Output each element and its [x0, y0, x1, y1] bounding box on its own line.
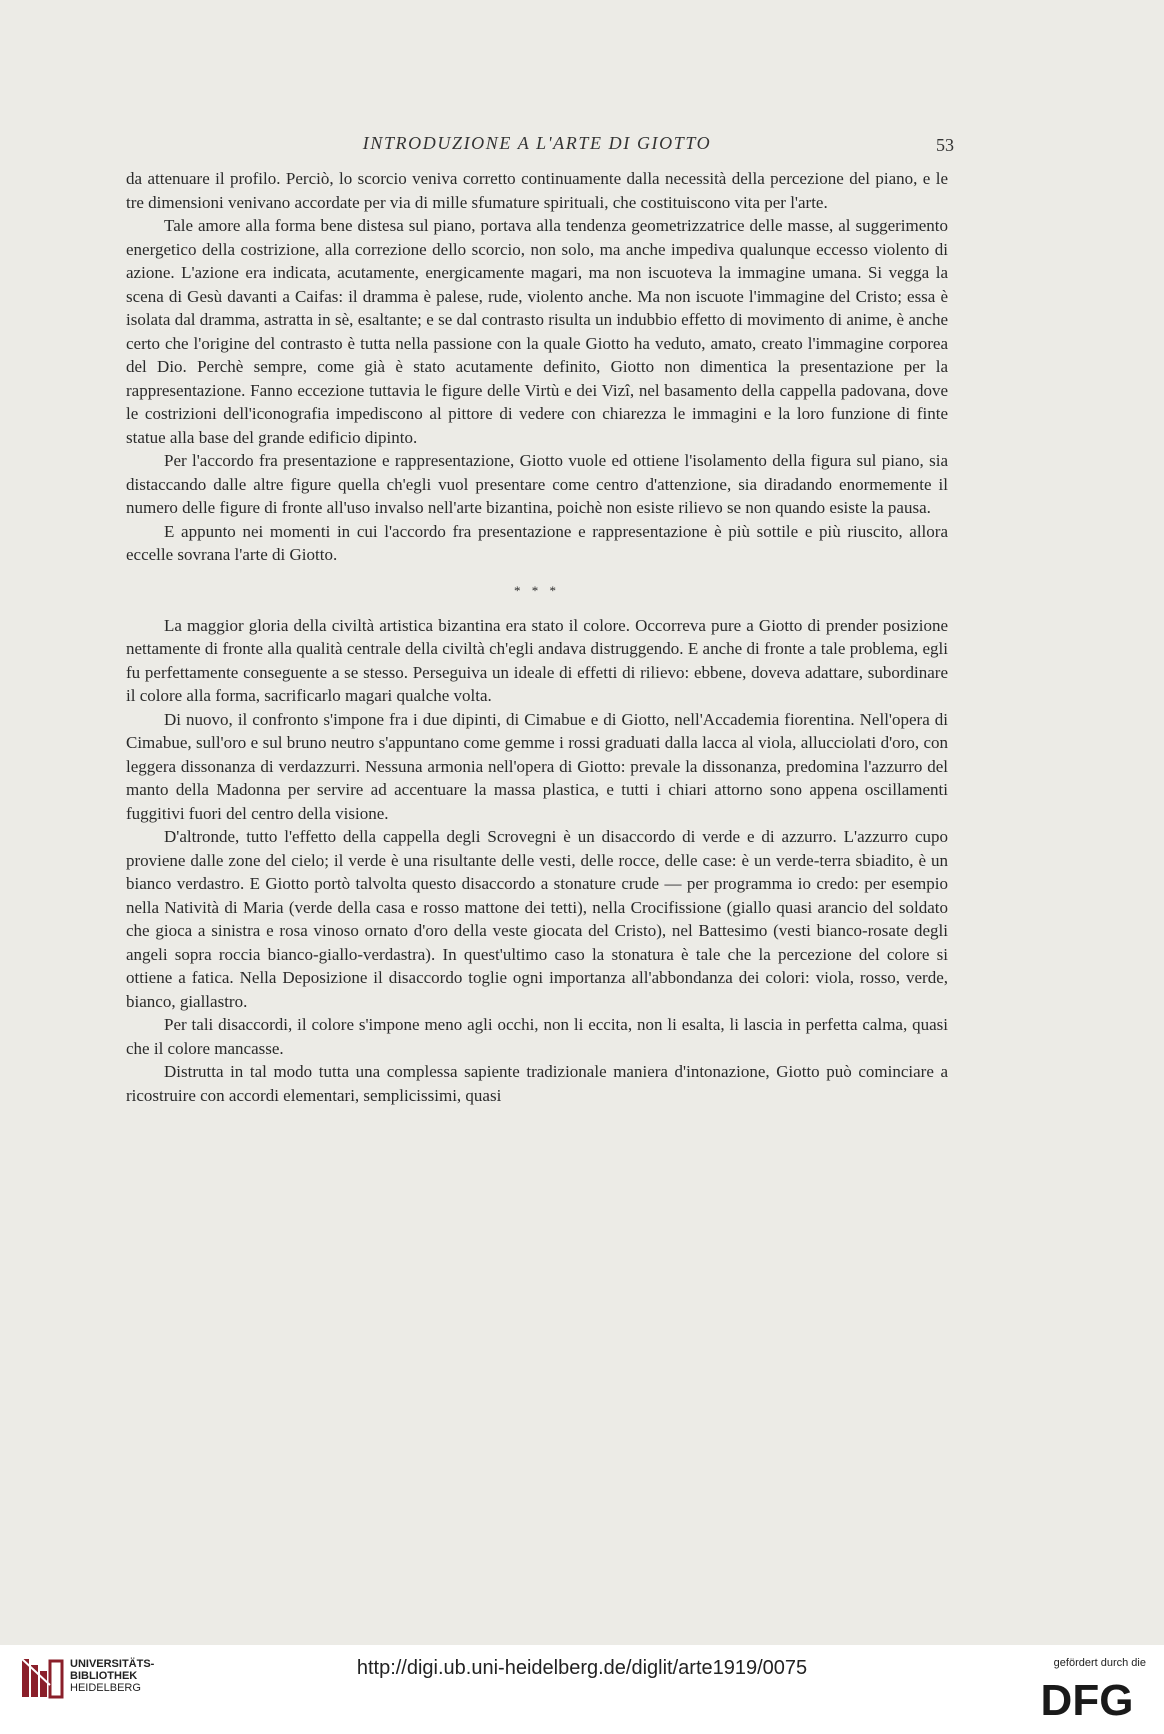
paragraph-6: Di nuovo, il confronto s'impone fra i due dipinti, di Cimabue e di Giotto, nell'Accademia fiorentina. Nell'opera di Cimabue, sull'oro e sul bruno neutro s'appuntano come gemme i rossi graduati dalla lacca al viola, allucciolati d'oro, con leggera dissonanza di verdazzurri. Nessuna armonia nell'opera di Giotto: prevale la dissonanza, predomina l'azzurro del manto della Madonna per servire ad accentuare la massa plastica, e tutti i chiari attorno sono appena oscillamenti fuggitivi fuori del centro della visione. [126, 709, 948, 823]
funding-note: gefördert durch die [1053, 1657, 1146, 1669]
section-separator: * * * [514, 582, 560, 598]
paragraph-4: E appunto nei momenti in cui l'accordo fra presentazione e rappresentazione è più sottile e più riuscito, allora eccelle sovrana l'arte di Giotto. [126, 521, 948, 564]
running-title: INTRODUZIONE A L'ARTE DI GIOTTO [362, 133, 712, 153]
paragraph-1: da attenuare il profilo. Perciò, lo scorcio veniva corretto continuamente dalla necessità della percezione del piano, e le tre dimensioni venivano accordate per via di mille sfumature spirituali, che costituiscono vita per l'arte. [126, 169, 948, 212]
paragraph-7: D'altronde, tutto l'effetto della cappella degli Scrovegni è un disaccordo di verde e di azzurro. L'azzurro cupo proviene dalle zone del cielo; il verde è una risultante delle vesti, delle rocce, delle case: è un verde-terra sbiadito, è un bianco verdastro. E Giotto portò talvolta questo disaccordo a stonature crude — per programma io credo: per esempio nella Natività di Maria (verde della casa e rosso mattone dei tetti), nella Crocifissione (giallo quasi arancio del soldato che gioca a sinistra e rosa vinoso ornato d'oro della veste giocata del Cristo), nel Battesimo (vesti bianco-rosate degli angeli sopra roccia bianco-giallo-verdastra). In quest'ultimo caso la stonatura è tale che la percezione del colore si ottiene a fatica. Nella Deposizione il disaccordo toglie ogni importanza all'abbondanza dei colori: viola, rosso, verde, bianco, giallastro. [126, 827, 948, 1011]
paragraph-2: Tale amore alla forma bene distesa sul piano, portava alla tendenza geometrizzatrice delle masse, al suggerimento energetico della costrizione, alla correzione dello scorcio, non solo, ma anche impediva qualunque eccesso violento di azione. L'azione era indicata, acutamente, energicamente magari, ma non iscuoteva la immagine umana. Si vegga la scena di Gesù davanti a Caifas: il dramma è palese, rude, violento anche. Ma non iscuote l'immagine del Cristo; essa è isolata dal dramma, astratta in sè, esaltante; e se dal contrasto risulta un indubbio effetto di movimento di anime, è anche certo che l'origine del contrasto è tutta nella passione con la quale Giotto ha veduto, amato, creato l'immagine corporea del Dio. Perchè sempre, come già è stato acutamente definito, Giotto non dimentica la presentazione per la rappresentazione. Fanno eccezione tuttavia le figure delle Virtù e dei Vizî, nel basamento della cappella padovana, dove le costrizioni dell'iconografia impediscono al pittore di vedere con chiarezza le immagini e la loro funzione di finte statue alla base del grande edificio dipinto. [126, 216, 948, 447]
library-name-line: UNIVERSITÄTS- [70, 1658, 155, 1670]
paragraph-3: Per l'accordo fra presentazione e rappresentazione, Giotto vuole ed ottiene l'isolamento della figura sul piano, sia distaccando dalle altre figure quella ch'egli vuol presentare come centro d'attenzione, sia diradando enormemente il numero delle figure di fronte all'uso invalso nell'arte bizantina, poichè non esiste rilievo se non quando esiste la pausa. [126, 451, 948, 517]
paragraph-5: La maggior gloria della civiltà artistica bizantina era stato il colore. Occorreva pure a Giotto di prender posizione nettamente di fronte alla qualità centrale della civiltà ch'egli andava distruggendo. E anche di fronte a tale problema, egli fu perfettamente conseguente a se stesso. Perseguiva un ideale di effetti di rilievo: ebbene, doveva adattare, subordinare il colore alla forma, sacrificarlo magari qualche volta. [126, 615, 948, 705]
library-name-line: BIBLIOTHEK [70, 1670, 138, 1682]
dfg-logo-icon [1028, 1675, 1146, 1719]
text-body [126, 167, 948, 1107]
paragraph-9: Distrutta in tal modo tutta una complessa sapiente tradizionale maniera d'intonazione, Giotto può cominciare a ricostruire con accordi elementari, semplicissimi, quasi [126, 1062, 948, 1105]
viewer-footer [0, 1645, 1164, 1734]
permalink-url[interactable]: http://digi.ub.uni-heidelberg.de/diglit/arte1919/0075 [356, 1657, 808, 1679]
page-number: 53 [936, 135, 954, 155]
paragraph-8: Per tali disaccordi, il colore s'impone meno agli occhi, non li eccita, non li esalta, li lascia in perfetta calma, quasi che il colore mancasse. [126, 1015, 948, 1058]
page-header [126, 133, 954, 163]
dfg-logo-text: DFG [1040, 1676, 1134, 1719]
library-name-line: HEIDELBERG [70, 1682, 141, 1694]
